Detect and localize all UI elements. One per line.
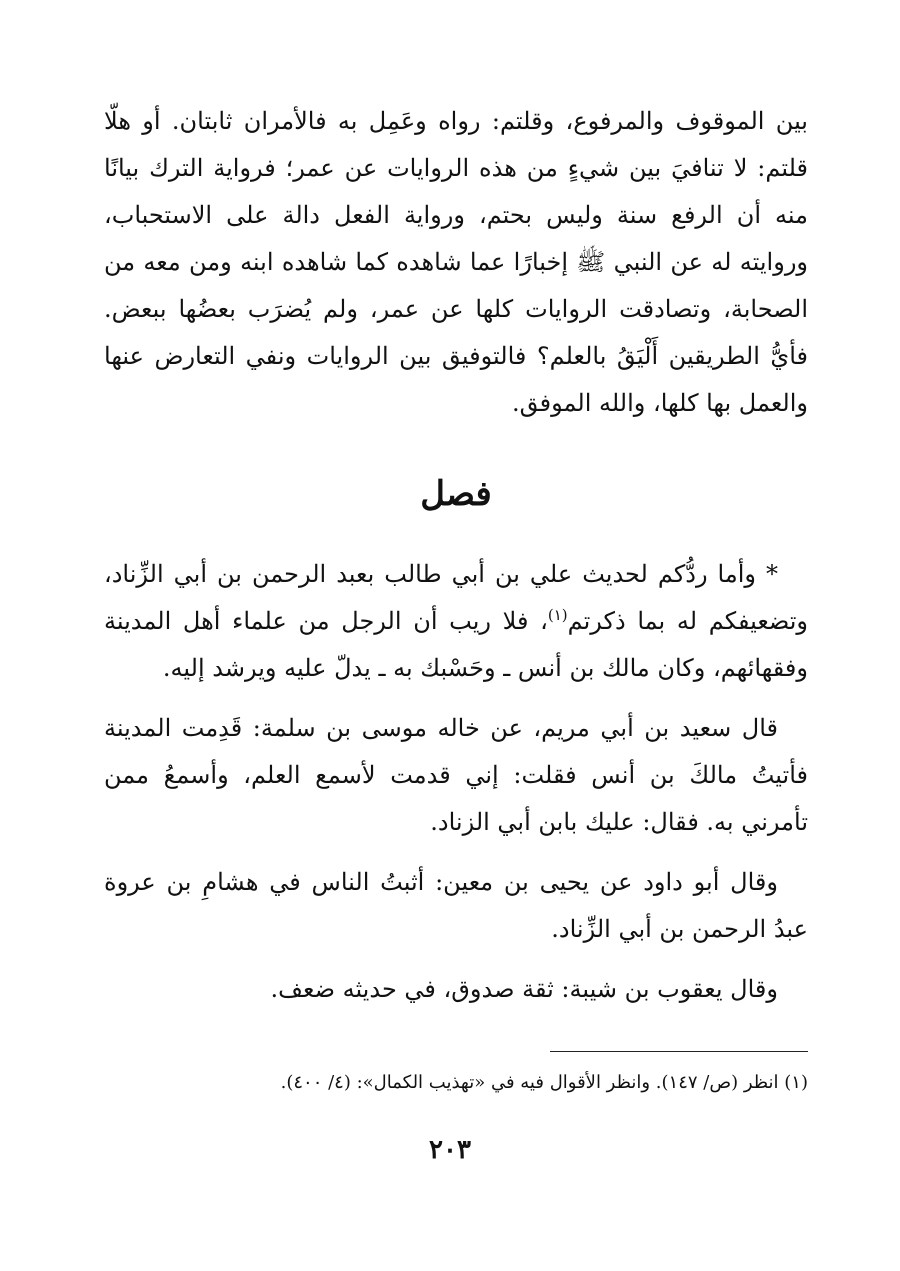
footnote-divider: [550, 1051, 808, 1052]
paragraph-ibn-abi-zinad: [104, 551, 808, 692]
footnote-marker[interactable]: (١): [547, 606, 568, 624]
paragraph-yaqub-ibn-shayba: وقال يعقوب بن شيبة: ثقة صدوق، في حديثه ضعف.: [270, 975, 778, 1003]
paragraph-abu-dawud: وقال أبو داود عن يحيى بن معين: أثبتُ الناس في هشامِ بن عروة عبدُ الرحمن بن أبي الزِّناد.: [104, 868, 808, 943]
section-heading: فصل: [420, 474, 492, 514]
paragraph-text-end: ، فلا ريب أن الرجل من علماء أهل المدينة وفقهائهم، وكان مالك بن أنس ـ وحَسْبك به ـ يدلّ عليه ويرشد إليه.: [104, 607, 808, 682]
paragraph-continuation: بين الموقوف والمرفوع، وقلتم: رواه وعَمِل به فالأمران ثابتان. أو هلّا قلتم: لا تنافيَ بين شيءٍ من هذه الروايات عن عمر؛ فرواية الترك بيانًا منه أن الرفع سنة وليس بحتم، ورواية الفعل دالة على الاستحباب، وروايته له عن النبي ﷺ إخبارًا عما شاهده كما شاهده ابنه ومن معه من الصحابة، وتصادقت الروايات كلها عن عمر، ولم يُضرَب بعضُها ببعض. فأيُّ الطريقين أَلْيَقُ بالعلم؟ فالتوفيق بين الروايات ونفي التعارض عنها والعمل بها كلها، والله الموفق.: [104, 107, 809, 417]
paragraph-text-start: * وأما ردُّكم لحديث علي بن أبي طالب بعبد الرحمن بن أبي الزِّناد، وتضعيفكم له بما ذكرتم: [104, 560, 808, 635]
paragraph-said-ibn-abi-maryam: قال سعيد بن أبي مريم، عن خاله موسى بن سلمة: قَدِمت المدينة فأتيتُ مالكَ بن أنس فقلت: إني قدمت لأسمع العلم، وأسمعُ ممن تأمرني به. فقال: عليك بابن أبي الزناد.: [104, 714, 808, 836]
footnote: (١) انظر (ص/ ١٤٧). وانظر الأقوال فيه في «تهذيب الكمال»: (٤/ ٤٠٠).: [280, 1072, 808, 1093]
page-body: [104, 98, 808, 1013]
page-number: ٢٠٣: [429, 1135, 471, 1165]
